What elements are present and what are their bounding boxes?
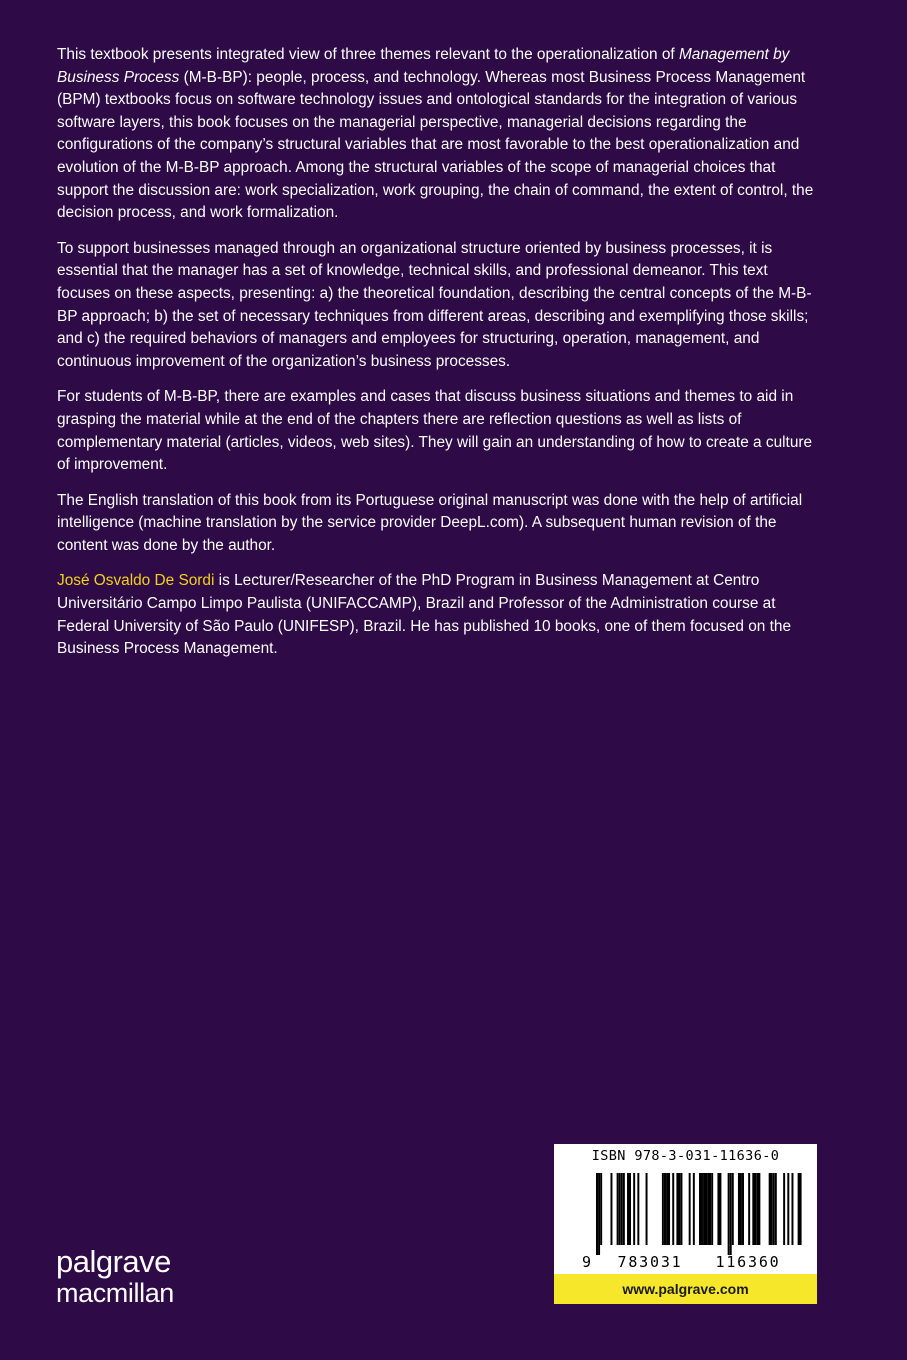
blurb-paragraph-3: For students of M-B-BP, there are examples and cases that discuss business situations and themes to aid in grasping the material while at the end of the chapters there are reflection questions as well as lists of complementary material (articles, videos, web sites). They will gain an understanding of how to create a culture of improvement. xyxy=(57,388,813,474)
barcode-digit-group: 9 xyxy=(582,1253,593,1271)
barcode-bar xyxy=(699,1173,703,1245)
barcode-bar xyxy=(773,1173,775,1245)
barcode-bar xyxy=(756,1173,760,1245)
barcode-bar xyxy=(617,1173,619,1245)
barcode-bar xyxy=(633,1173,635,1245)
barcode-bar xyxy=(693,1173,695,1245)
barcode-guard-bar xyxy=(596,1173,598,1255)
barcode-bar xyxy=(680,1173,682,1245)
barcode-guard-bar xyxy=(730,1173,732,1255)
barcode-bar xyxy=(787,1173,789,1245)
blurb-paragraph-4: The English translation of this book from its Portuguese original manuscript was done with the help of artificial intelligence (machine translation by the service provider DeepL.com). A subsequent human revision of the content was done by the author. xyxy=(57,491,803,554)
barcode-bar xyxy=(672,1173,674,1245)
author-name: José Osvaldo De Sordi xyxy=(57,572,215,590)
blurb-p1-rest: (M-B-BP): people, process, and technology. Whereas most Business Process Management (BPM) textbooks focus on software technology issues and ontological standards for the integration of various software layers, this book focuses on the managerial perspective, managerial decisions regarding the configurations of the company’s structural variables that are most favorable to the best operationalization and evolution of the M-B-BP approach. Among the structural variables of the scope of managerial choices that support the discussion are: work specialization, work grouping, the chain of command, the extent of control, the decision process, and work formalization. xyxy=(57,68,814,222)
isbn-barcode-box xyxy=(554,1144,817,1304)
barcode-bar xyxy=(752,1173,756,1245)
barcode-bar xyxy=(783,1173,785,1245)
barcode-bar xyxy=(742,1173,744,1245)
barcode-bar xyxy=(646,1173,648,1245)
barcode-bar xyxy=(637,1173,639,1245)
barcode-bar xyxy=(676,1173,680,1245)
barcode-bar xyxy=(748,1173,750,1245)
logo-line-palgrave: palgrave xyxy=(56,1244,171,1279)
barcode-digit-group: 783031 xyxy=(617,1253,683,1271)
barcode-bar xyxy=(711,1173,713,1245)
barcode-guard-bar xyxy=(598,1173,600,1255)
logo-line-macmillan: macmillan xyxy=(56,1278,174,1308)
blurb-p1-start: This textbook presents integrated view of three themes relevant to the operationalization of xyxy=(57,46,679,63)
barcode-bar xyxy=(664,1173,666,1245)
barcode-bar xyxy=(619,1173,621,1245)
blurb-p1-italic-term: Management by Business Process xyxy=(57,46,790,86)
barcode-bar xyxy=(791,1173,793,1245)
barcode-bar xyxy=(621,1173,623,1245)
barcode-bar xyxy=(769,1173,773,1245)
publisher-website: www.palgrave.com xyxy=(554,1274,817,1304)
palgrave-macmillan-logo xyxy=(56,1245,174,1307)
author-bio-text: is Lecturer/Researcher of the PhD Program in Business Management at Centro Universitário Campo Limpo Paulista (UNIFACCAMP), Brazil and Professor of the Administration course at Federal University of São Paulo (UNIFESP), Brazil. He has published 10 books, one of them focused on the Business Process Management. xyxy=(57,572,792,658)
barcode-guard-bar xyxy=(728,1173,730,1255)
barcode-bar xyxy=(623,1173,625,1245)
blurb-paragraph-1 xyxy=(57,44,819,225)
barcode-bar xyxy=(707,1173,711,1245)
barcode-digit-group: 116360 xyxy=(715,1253,781,1271)
ean-barcode xyxy=(554,1169,817,1273)
author-bio xyxy=(57,570,819,660)
barcode-bar xyxy=(662,1173,664,1245)
barcode-bar xyxy=(689,1173,691,1245)
barcode-bar xyxy=(732,1173,734,1245)
barcode-bar xyxy=(775,1173,777,1245)
barcode-bar xyxy=(627,1173,631,1245)
blurb-paragraph-2: To support businesses managed through an organizational structure oriented by business processes, it is essential that the manager has a set of knowledge, technical skills, and professional demeanor. This text focuses on these aspects, presenting: a) the theoretical foundation, describing the central concepts of the M-B-BP approach; b) the set of necessary techniques from different areas, describing and exemplifying those skills; and c) the required behaviors of managers and employees for structuring, operation, management, and continuous improvement of the organization’s business processes. xyxy=(57,239,812,370)
barcode-bar xyxy=(798,1173,802,1245)
barcode-bar xyxy=(703,1173,707,1245)
barcode-bar xyxy=(600,1173,602,1245)
barcode-bar xyxy=(666,1173,670,1245)
barcode-bar xyxy=(717,1173,721,1245)
isbn-label: ISBN 978-3-031-11636-0 xyxy=(591,1148,780,1164)
barcode-bar xyxy=(738,1173,742,1245)
barcode-bar xyxy=(610,1173,612,1245)
back-cover-blurb xyxy=(57,44,819,674)
